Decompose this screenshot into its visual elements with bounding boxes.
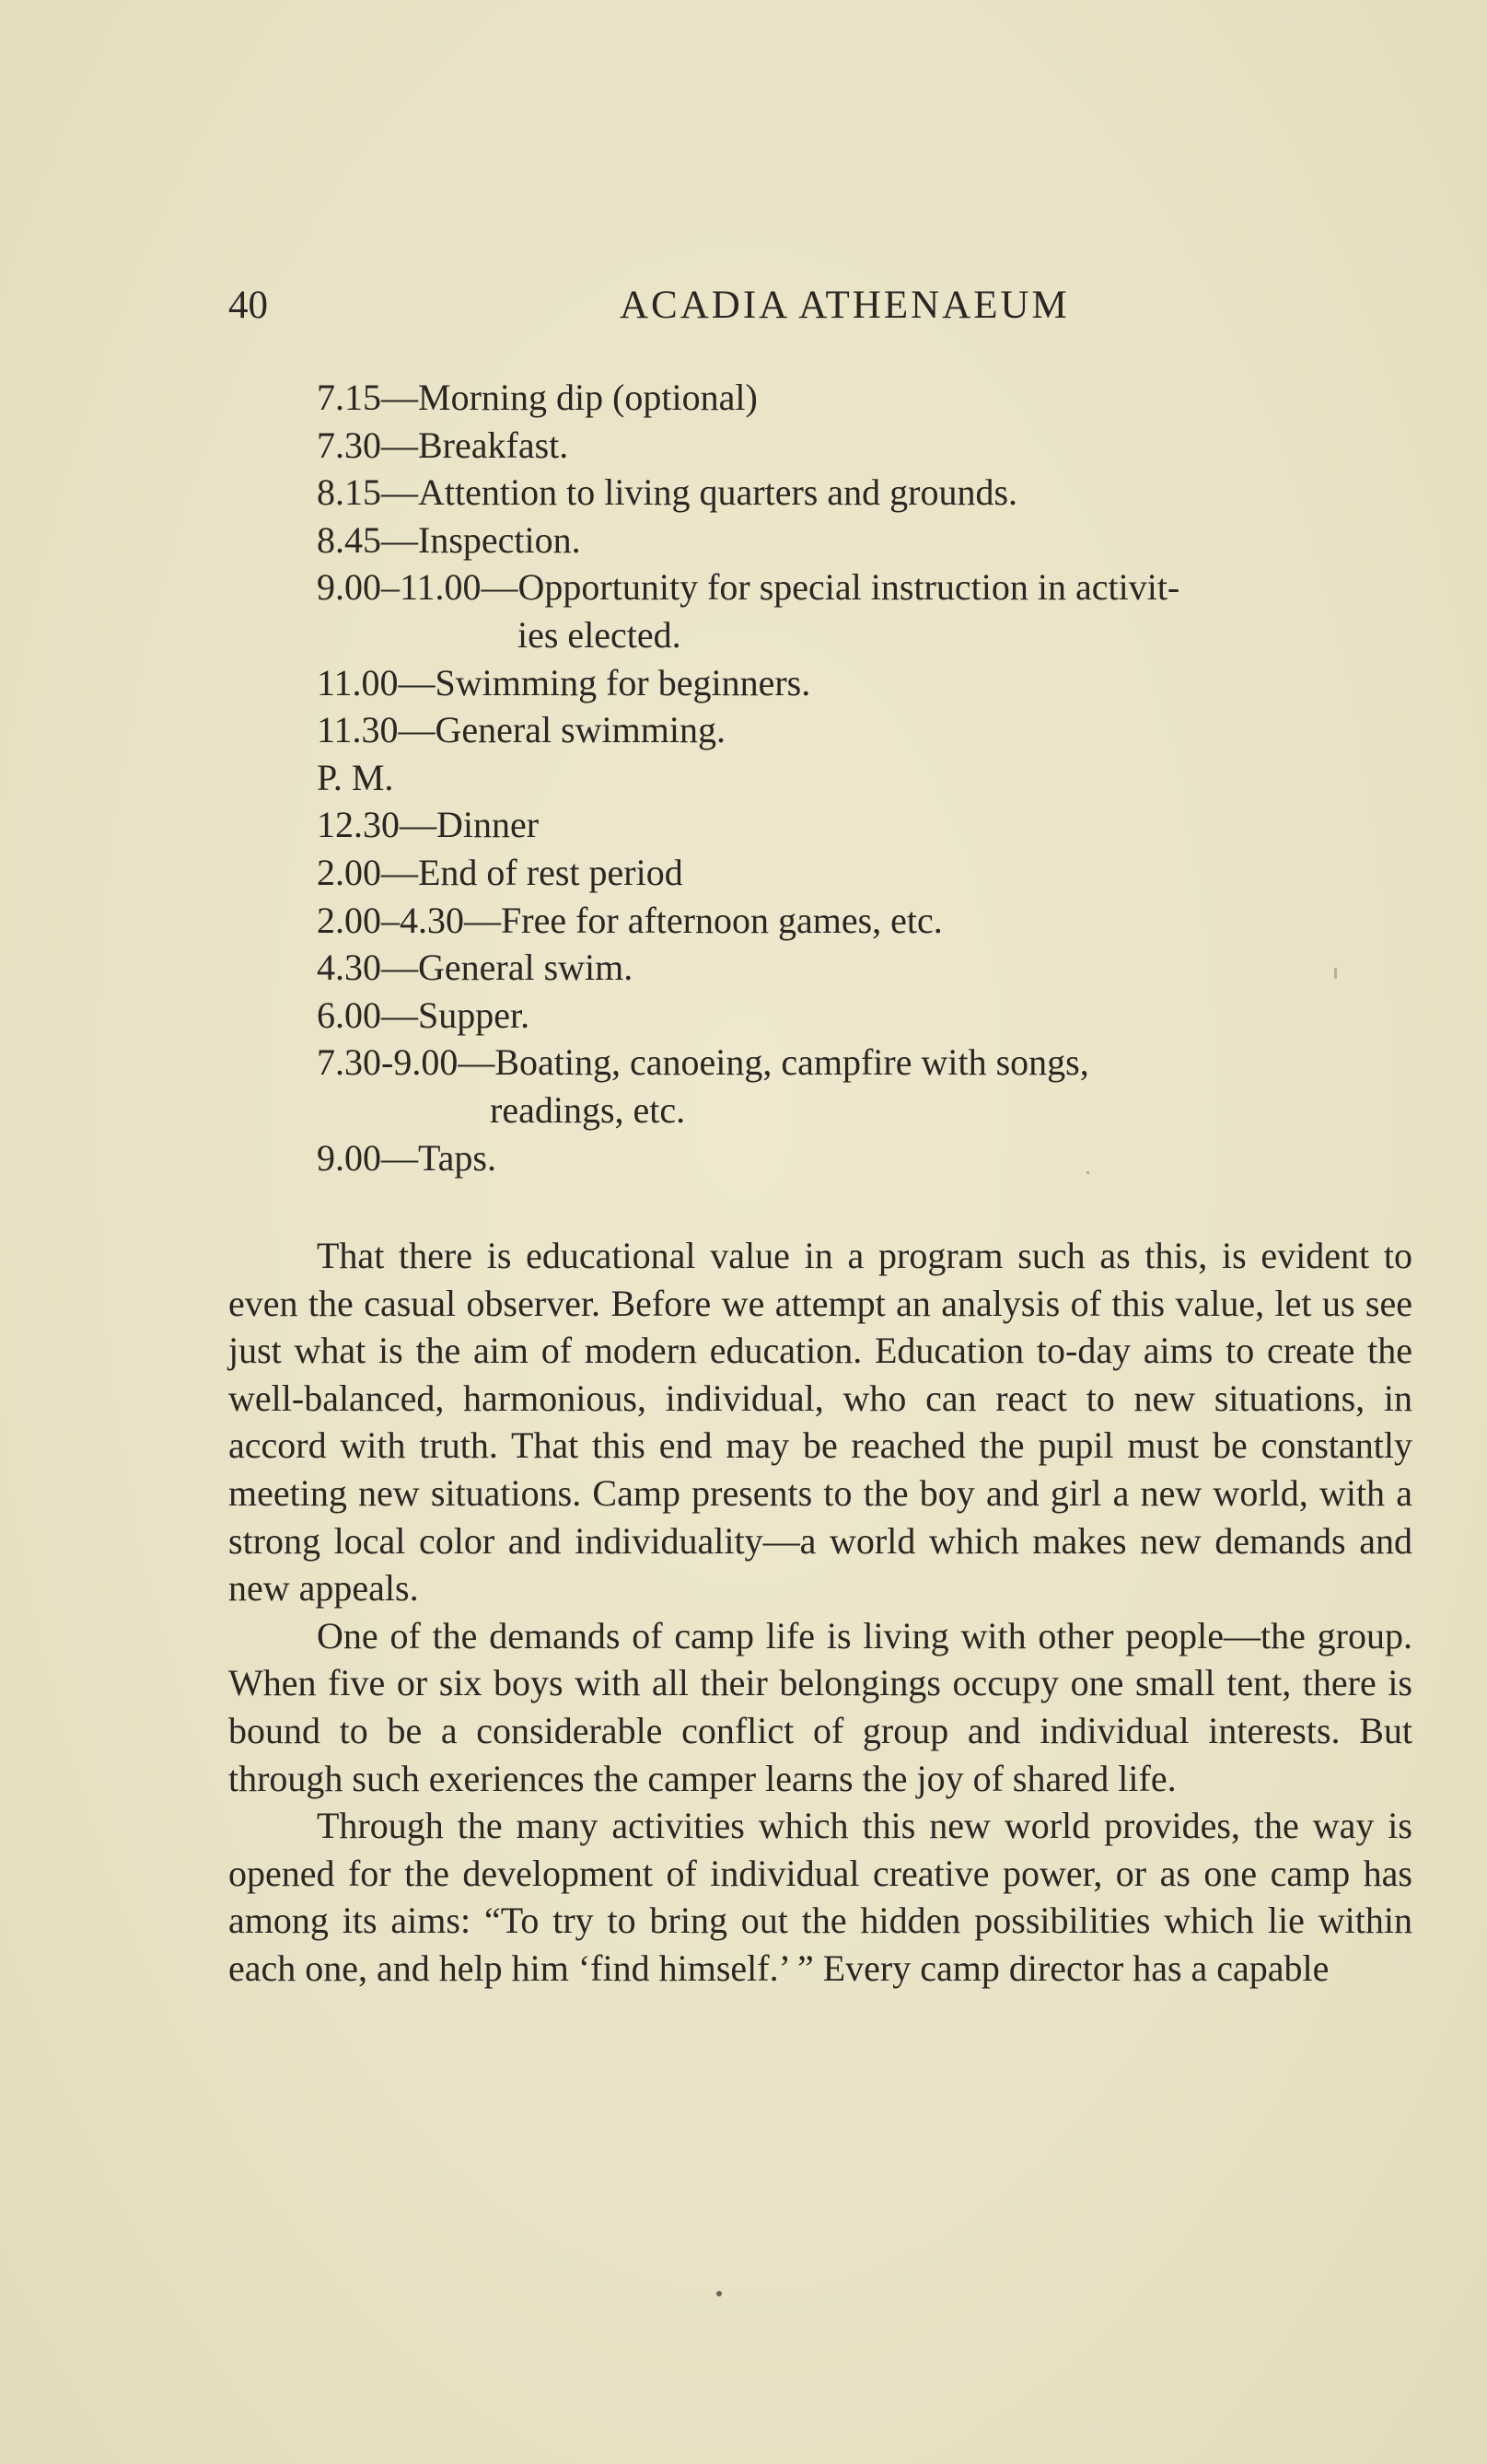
- schedule-item: 11.00—Swimming for beginners.: [317, 661, 811, 703]
- print-speck: [1086, 1171, 1089, 1174]
- schedule-item: 7.30—Breakfast.: [317, 424, 569, 466]
- running-head: [228, 278, 1416, 333]
- schedule-item-continuation: readings, etc.: [490, 1088, 686, 1131]
- schedule-item: 6.00—Supper.: [317, 994, 530, 1036]
- paragraph: One of the demands of camp life is living with other people—the group. When five or six boys with all their belongings occupy one small tent, there is bound to be a considerable conflict of group and individual interests. But through such exeriences the camper learns the joy of shared life.: [228, 1614, 1412, 1799]
- paragraph: Through the many activities which this new world provides, the way is opened for the development of individual creative power, or as one camp has among its aims: “To try to bring out the hidden possibilities which lie within each one, and help him ‘find himself.’ ” Every camp director has a capable: [228, 1805, 1412, 1989]
- body-text: [228, 1232, 1412, 1993]
- schedule-item: P. M.: [317, 756, 394, 798]
- schedule-item: 4.30—General swim.: [317, 947, 633, 989]
- daily-schedule: [317, 374, 1422, 1181]
- journal-title: ACADIA ATHENAEUM: [620, 284, 1070, 327]
- schedule-item: 2.00—End of rest period: [317, 851, 683, 893]
- schedule-item: 8.45—Inspection.: [317, 518, 581, 561]
- paragraph: That there is educational value in a program such as this, is evident to even the casual observer. Before we attempt an analysis of this value, let us see just what is the aim of modern education. Education to-day aims to create the well-balanced, harmonious, individual, who can react to new situations, in accord with truth. That this end may be reached the pupil must be constantly meeting new situations. Camp presents to the boy and girl a new world, with a strong local color and individuality—a world which makes new demands and new appeals.: [228, 1235, 1412, 1610]
- schedule-item: 2.00–4.30—Free for afternoon games, etc.: [317, 899, 943, 941]
- schedule-item: 11.30—General swimming.: [317, 709, 726, 751]
- print-speck: [716, 2291, 722, 2296]
- schedule-item: 9.00—Taps.: [317, 1136, 496, 1179]
- schedule-item: 9.00–11.00—Opportunity for special instruction in activit-: [317, 566, 1180, 609]
- schedule-item: 12.30—Dinner: [317, 804, 540, 846]
- schedule-item: 7.30-9.00—Boating, canoeing, campfire with songs,: [317, 1041, 1089, 1084]
- schedule-item: 8.15—Attention to living quarters and grounds.: [317, 471, 1018, 514]
- schedule-item-continuation: ies elected.: [517, 613, 681, 656]
- page-number: 40: [228, 284, 268, 327]
- print-speck: [1334, 968, 1337, 979]
- schedule-item: 7.15—Morning dip (optional): [317, 377, 758, 418]
